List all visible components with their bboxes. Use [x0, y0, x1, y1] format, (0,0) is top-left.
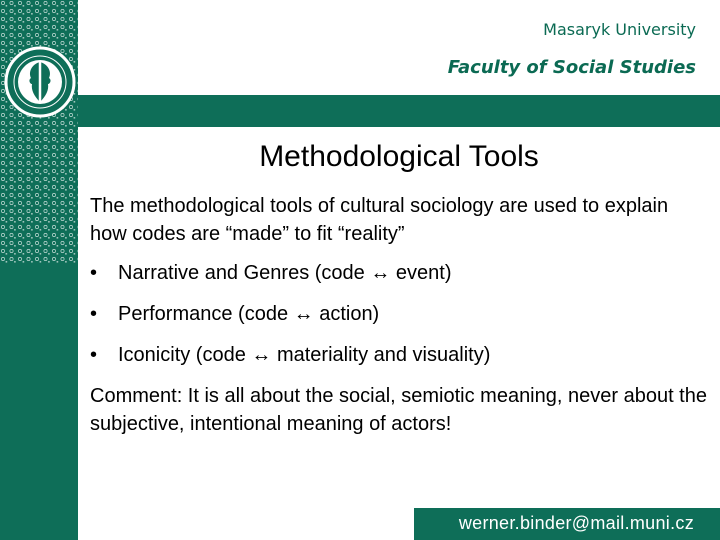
left-decorative-strip: [0, 0, 78, 540]
bullet-item: [90, 258, 490, 299]
comment-paragraph: Comment: It is all about the social, semiotic meaning, never about the subjective, intentional meaning of actors!: [90, 385, 707, 435]
intro-paragraph: The methodological tools of cultural sociology are used to explain how codes are “made” to fit “reality”: [90, 195, 669, 245]
bullet-text: Iconicity (code ↔ materiality and visuality): [118, 344, 491, 366]
bullet-item: [90, 299, 490, 340]
bullet-item: [90, 340, 490, 381]
header-bar: [78, 95, 720, 127]
contact-email: werner.binder@mail.muni.cz: [458, 513, 694, 533]
bullet-marker: •: [90, 303, 98, 325]
bullet-marker: •: [90, 262, 98, 284]
faculty-name: Faculty of Social Studies: [447, 57, 696, 78]
glyph-pattern: [0, 0, 78, 265]
slide-title: Methodological Tools: [259, 140, 539, 173]
bullet-text: Performance (code ↔ action): [118, 303, 380, 325]
university-seal: [4, 46, 76, 118]
bullet-text: Narrative and Genres (code ↔ event): [118, 262, 452, 284]
bullet-marker: •: [90, 344, 98, 366]
university-name: Masaryk University: [543, 20, 696, 39]
bullet-list: [90, 258, 490, 381]
